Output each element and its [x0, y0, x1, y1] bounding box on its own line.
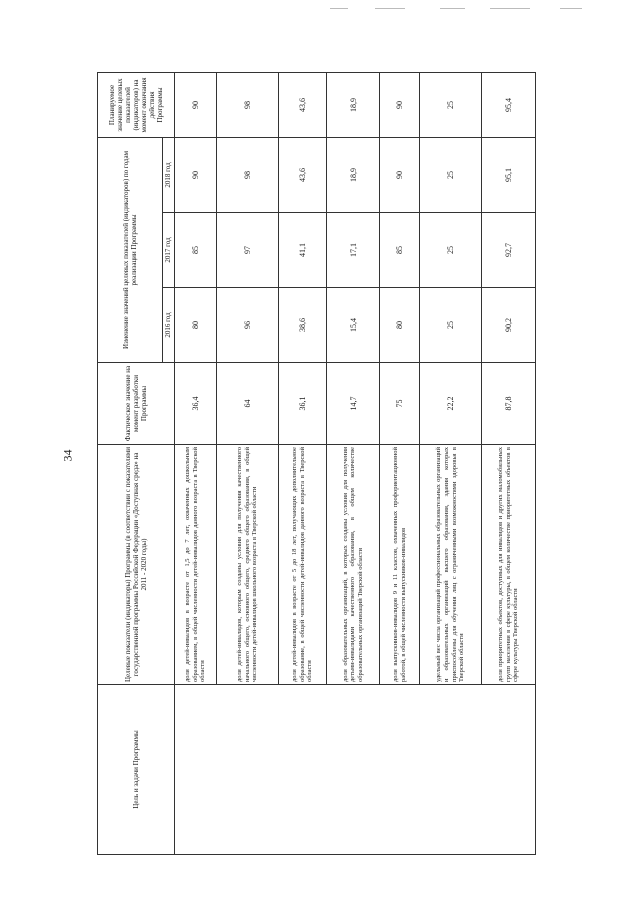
actual-value: 87,8: [482, 363, 536, 445]
actual-value: 36,1: [279, 363, 327, 445]
actual-value: 22,2: [420, 363, 482, 445]
indicator-text: доля детей-инвалидов в возрасте от 5 до 18 лет, получающих дополнительное образование, в общей численности детей-инвалидов данного возраста в Тверской области: [279, 445, 327, 685]
value-2017: 85: [380, 213, 420, 288]
planned-value: 90: [380, 72, 420, 137]
indicator-text: доля приоритетных объектов, доступных для инвалидов и других маломобильных групп населения в сфере культуры, в общем количестве приоритетных объектов в сфере культуры Тверской области: [482, 445, 536, 685]
value-2017: 25: [420, 213, 482, 288]
header-year-2017: 2017 год: [163, 213, 175, 288]
value-2018: 25: [420, 137, 482, 212]
indicator-text: доля детей-инвалидов, которым созданы условия для получения качественного начального общего, основного общего, среднего общего образования, в общей численности детей-инвалидов школьного возраста в Тверской области: [217, 445, 279, 685]
goal-cell: [175, 685, 536, 855]
header-indicators: Целевые показатели (индикаторы) Программы (в соответствии с показателями государственной программы Российской Федерации «Доступная среда» на 2011 - 2020 годы): [98, 445, 175, 685]
indicators-table: [97, 72, 536, 855]
header-goal: Цель и задачи Программы: [98, 685, 175, 855]
planned-value: 18,9: [327, 72, 380, 137]
header-year-2016: 2016 год: [163, 288, 175, 363]
indicator-text: доля образовательных организаций, в которых созданы условия для получения детьми-инвалидами качественного образования, в общем количестве образовательных организаций Тверской области: [327, 445, 380, 685]
value-2017: 85: [175, 213, 217, 288]
value-2016: 25: [420, 288, 482, 363]
header-year-2018: 2018 год: [163, 137, 175, 212]
header-actual: Фактическое значение на момент разработки Программы: [98, 363, 175, 445]
value-2017: 97: [217, 213, 279, 288]
value-2018: 95,1: [482, 137, 536, 212]
actual-value: 64: [217, 363, 279, 445]
page-number: 34: [60, 449, 75, 462]
planned-value: 25: [420, 72, 482, 137]
planned-value: 90: [175, 72, 217, 137]
value-2018: 43,6: [279, 137, 327, 212]
indicator-text: доля детей-инвалидов в возрасте от 1,5 до 7 лет, охваченных дошкольным образованием, в общей численности детей-инвалидов данного возраста в Тверской области: [175, 445, 217, 685]
value-2017: 92,7: [482, 213, 536, 288]
value-2018: 18,9: [327, 137, 380, 212]
value-2016: 96: [217, 288, 279, 363]
value-2018: 90: [175, 137, 217, 212]
value-2017: 41,1: [279, 213, 327, 288]
indicator-text: удельный вес числа организаций профессиональных образовательных организаций и образовательных организаций высшего образования, здания которых приспособлены для обучения лиц с ограниченными возможностями здоровья в Тверской области: [420, 445, 482, 685]
value-2018: 98: [217, 137, 279, 212]
value-2016: 38,6: [279, 288, 327, 363]
value-2018: 90: [380, 137, 420, 212]
value-2016: 90,2: [482, 288, 536, 363]
planned-value: 43,6: [279, 72, 327, 137]
planned-value: 95,4: [482, 72, 536, 137]
header-change-group: Изменение значений целевых показателей (индикаторов) по годам реализации Программы: [98, 137, 163, 362]
planned-value: 98: [217, 72, 279, 137]
value-2017: 17,1: [327, 213, 380, 288]
value-2016: 80: [380, 288, 420, 363]
indicator-text: доля выпускников-инвалидов 9 и 11 классов, охваченных профориентационной работой, в общей численности выпускников-инвалидов: [380, 445, 420, 685]
actual-value: 14,7: [327, 363, 380, 445]
header-planned: Планируемое значение целевых показателей (индикаторов) на момент окончания действия Программы: [98, 72, 175, 137]
actual-value: 36,4: [175, 363, 217, 445]
actual-value: 75: [380, 363, 420, 445]
value-2016: 15,4: [327, 288, 380, 363]
value-2016: 80: [175, 288, 217, 363]
